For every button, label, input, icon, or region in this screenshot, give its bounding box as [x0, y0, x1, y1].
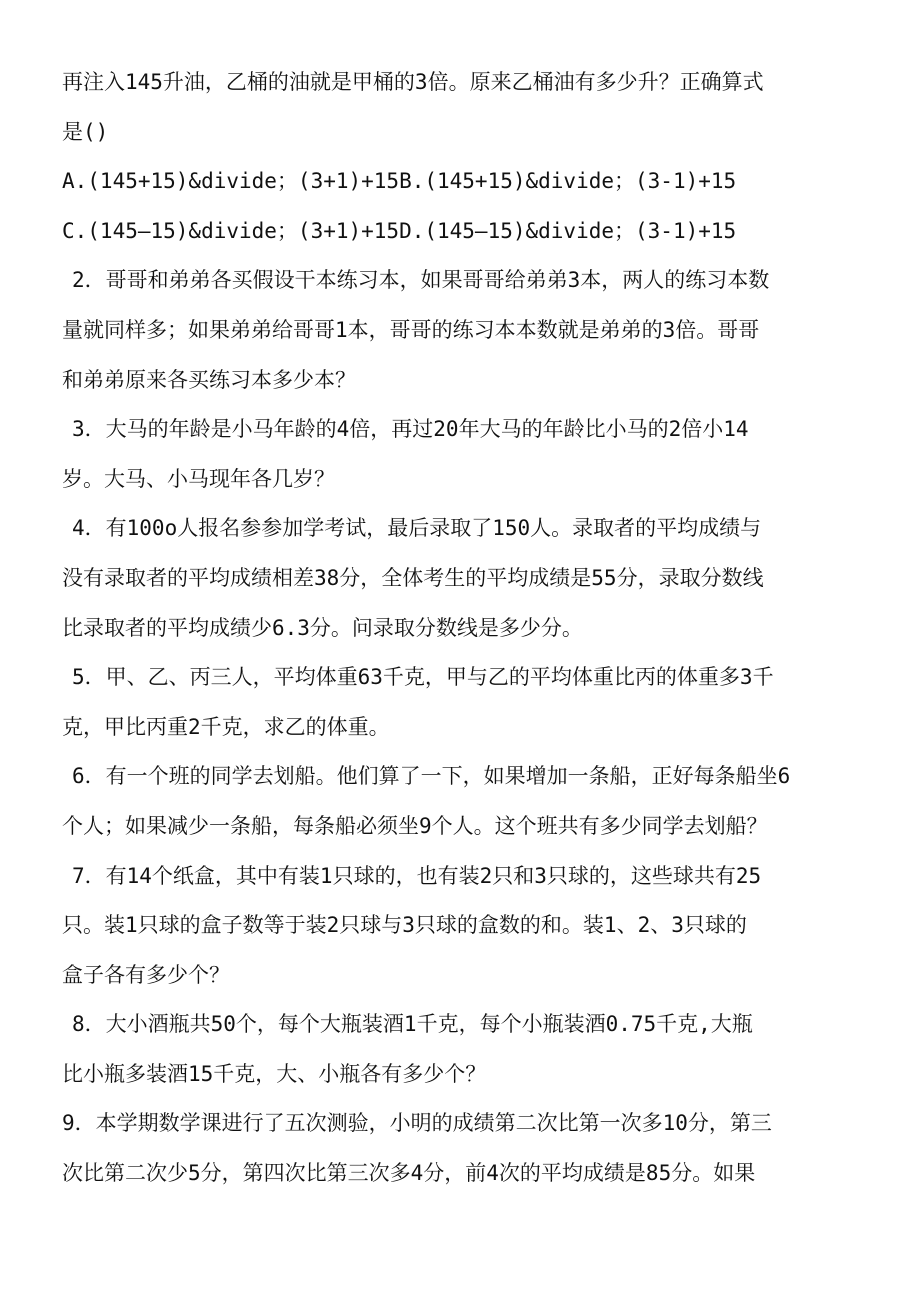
- text-line: 个人；如果减少一条船，每条船必须坐9个人。这个班共有多少同学去划船？: [62, 813, 768, 838]
- question-8-line: 8．大小酒瓶共50个，每个大瓶装酒1千克，每个小瓶装酒0.75千克,大瓶: [72, 1012, 753, 1037]
- text-line: 再注入145升油，乙桶的油就是甲桶的3倍。原来乙桶油有多少升？正确算式: [62, 70, 764, 94]
- text-line: 量就同样多；如果弟弟给哥哥1本，哥哥的练习本本数就是弟弟的3倍。哥哥: [62, 317, 760, 342]
- text-line: 没有录取者的平均成绩相差38分，全体考生的平均成绩是55分，录取分数线: [62, 565, 764, 590]
- text-line: 克，甲比丙重2千克，求乙的体重。: [62, 714, 390, 739]
- question-6-line: 6．有一个班的同学去划船。他们算了一下，如果增加一条船，正好每条船坐6: [72, 764, 791, 789]
- text-line: 和弟弟原来各买练习本多少本？: [62, 367, 356, 392]
- text-line: 是(): [62, 119, 109, 144]
- text-line: 盒子各有多少个？: [62, 962, 230, 987]
- text-line: 岁。大马、小马现年各几岁？: [62, 466, 335, 491]
- option-line: C.(145—15)&divide；(3+1)+15D.(145—15)&divide；(3-1)+15: [62, 218, 737, 243]
- text-line: 比录取者的平均成绩少6.3分。问录取分数线是多少分。: [62, 615, 583, 640]
- text-line: 只。装1只球的盒子数等于装2只球与3只球的盒数的和。装1、2、3只球的: [62, 913, 747, 938]
- option-line: A.(145+15)&divide；(3+1)+15B.(145+15)&divide；(3-1)+15: [62, 169, 737, 194]
- question-4-line: 4．有100o人报名参参加学考试，最后录取了150人。录取者的平均成绩与: [72, 516, 762, 541]
- question-9-line: 9．本学期数学课进行了五次测验，小明的成绩第二次比第一次多10分，第三: [62, 1111, 772, 1136]
- question-5-line: 5．甲、乙、丙三人，平均体重63千克，甲与乙的平均体重比丙的体重多3千: [72, 665, 774, 690]
- question-7-line: 7．有14个纸盒，其中有装1只球的，也有装2只和3只球的，这些球共有25: [72, 863, 762, 888]
- text-line: 比小瓶多装酒15千克，大、小瓶各有多少个？: [62, 1061, 487, 1086]
- document-text: [62, 58, 862, 1199]
- question-2-line: 2．哥哥和弟弟各买假设干本练习本，如果哥哥给弟弟3本，两人的练习本数: [72, 268, 770, 293]
- question-3-line: 3．大马的年龄是小马年龄的4倍，再过20年大马的年龄比小马的2倍小14: [72, 417, 749, 442]
- text-line: 次比第二次少5分，第四次比第三次多4分，前4次的平均成绩是85分。如果: [62, 1161, 756, 1186]
